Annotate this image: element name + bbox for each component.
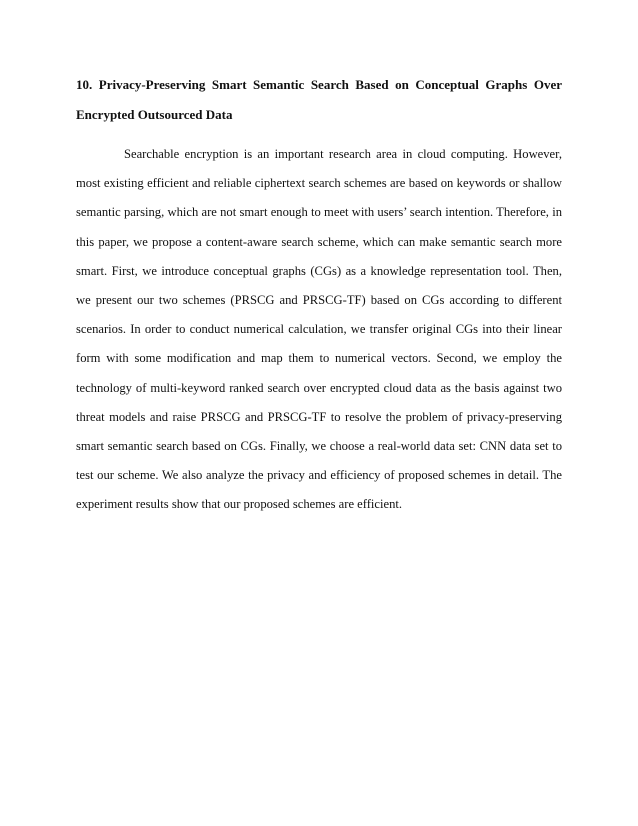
section-heading: [76, 70, 562, 129]
page-content: [76, 70, 562, 520]
section-heading-line-1: 10. Privacy-Preserving Smart Semantic Search Based on Conceptual Graphs Over: [76, 77, 562, 92]
abstract-paragraph: Searchable encryption is an important research area in cloud computing. However, most existing efficient and reliable ciphertext search schemes are based on keywords or shallow semantic parsing, which are not smart enough to meet with users’ search intention. Therefore, in this paper, we propose a content-aware search scheme, which can make semantic search more smart. First, we introduce conceptual graphs (CGs) as a knowledge representation tool. Then, we present our two schemes (PRSCG and PRSCG-TF) based on CGs according to different scenarios. In order to conduct numerical calculation, we transfer original CGs into their linear form with some modification and map them to numerical vectors. Second, we employ the technology of multi-keyword ranked search over encrypted cloud data as the basis against two threat models and raise PRSCG and PRSCG-TF to resolve the problem of privacy-preserving smart semantic search based on CGs. Finally, we choose a real-world data set: CNN data set to test our scheme. We also analyze the privacy and efficiency of proposed schemes in detail. The experiment results show that our proposed schemes are efficient.: [76, 147, 562, 512]
section-heading-line-2: Encrypted Outsourced Data: [76, 106, 233, 122]
